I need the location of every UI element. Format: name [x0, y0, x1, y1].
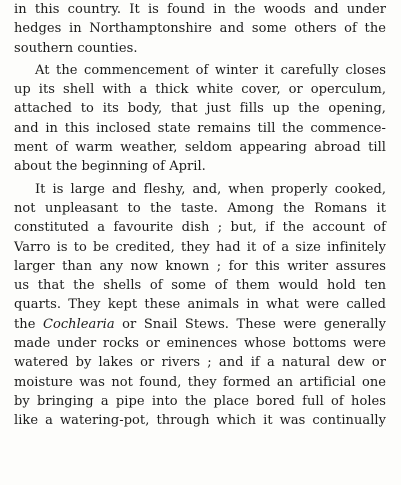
paragraph-romans [14, 180, 386, 431]
text-line: southern counties. [14, 40, 138, 56]
text-line: ment of warm weather, seldom appearing abroad till [14, 140, 386, 156]
line-lead: the [14, 316, 43, 332]
text-line-with-italic [14, 315, 386, 334]
text-line: like a watering-pot, through which it was continually [14, 413, 386, 429]
text-line: and in this inclosed state remains till the commence- [14, 120, 386, 136]
text-line: constituted a favourite dish ; but, if the account of [14, 220, 386, 236]
text-line: watered by lakes or rivers ; and if a natural dew or [14, 355, 386, 371]
text-line: attached to its body, that just fills up the opening, [14, 101, 386, 117]
text-line: moisture was not found, they formed an artificial one [14, 374, 386, 390]
text-line: Varro is to be credited, they had it of a size infinitely [14, 239, 386, 255]
text-line: hedges in Northamptonshire and some others of the [14, 21, 386, 37]
text-line: in this country. It is found in the woods and under [14, 2, 386, 17]
text-line: not unpleasant to the taste. Among the Romans it [14, 200, 386, 216]
text-line: At the commencement of winter it carefully closes [35, 62, 386, 78]
text-line: larger than any now known ; for this writer assures [14, 258, 386, 274]
text-line: quarts. They kept these animals in what were called [14, 297, 386, 313]
paragraph-continuation [14, 0, 386, 58]
text-line: by bringing a pipe into the place bored full of holes [14, 393, 386, 409]
line-rest: or Snail Stews. These were generally [114, 316, 386, 332]
text-line: made under rocks or eminences whose bottoms were [14, 336, 386, 352]
italic-term: Cochlearia [42, 316, 115, 332]
text-line: about the beginning of April. [14, 159, 206, 175]
page-text [14, 0, 386, 431]
text-line: It is large and fleshy, and, when properly cooked, [35, 181, 386, 197]
text-line: up its shell with a thick white cover, or operculum, [14, 82, 386, 98]
text-line: us that the shells of some of them would hold ten [14, 278, 386, 294]
paragraph-winter [14, 61, 386, 177]
